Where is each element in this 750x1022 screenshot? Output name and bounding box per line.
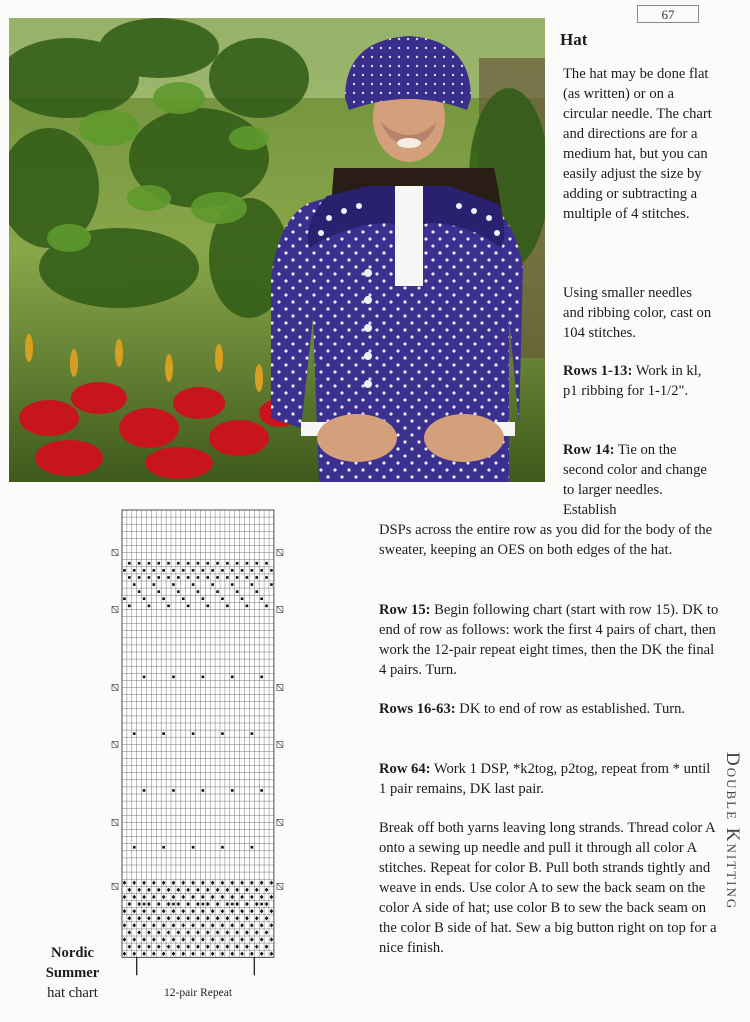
chart-stitch [172, 676, 175, 679]
chart-stitch [265, 562, 268, 565]
sidebar-title: Double Knitting [722, 752, 743, 911]
chart-stitch [133, 732, 136, 735]
chart-stitch [226, 562, 229, 565]
section-sidebar [723, 752, 747, 992]
row-14-paragraph-a [563, 440, 713, 520]
chart-edge-marker [112, 606, 118, 612]
chart-stitch [157, 576, 160, 579]
chart-edge-marker [112, 819, 118, 825]
chart-stitch [167, 562, 170, 565]
chart-stitch [123, 597, 126, 600]
chart-stitch [167, 605, 170, 608]
repeat-label: 12-pair Repeat [164, 987, 233, 999]
chart-edge-marker [112, 685, 118, 691]
chart-stitch [236, 590, 239, 593]
chart-stitch [128, 562, 131, 565]
chart-stitch [226, 605, 229, 608]
rows-1-13-text: Work in kl, p1 ribbing for 1-1/2". [563, 363, 702, 399]
rows-1-13-paragraph [563, 361, 713, 401]
row-15-label: Row 15: [379, 602, 431, 618]
chart-stitch [216, 562, 219, 565]
chart-stitch [231, 789, 234, 792]
chart-stitch [202, 903, 205, 906]
chart-stitch [260, 903, 263, 906]
chart-caption [30, 943, 115, 1003]
chart-stitch [260, 676, 263, 679]
row-14-text-a: Tie on the second color and change to larger needles. Establish [563, 442, 707, 518]
chart-stitch [123, 569, 126, 572]
chart-stitch [182, 569, 185, 572]
chart-stitch [221, 569, 224, 572]
chart-stitch [157, 562, 160, 565]
chart-stitch [172, 583, 175, 586]
chart-stitch [202, 789, 205, 792]
chart-stitch [143, 789, 146, 792]
chart-stitch [241, 569, 244, 572]
chart-stitch [236, 576, 239, 579]
hat-chart [108, 505, 288, 1010]
chart-stitch [138, 562, 141, 565]
chart-stitch [221, 732, 224, 735]
rows-1-13-label: Rows 1-13: [563, 363, 633, 379]
chart-caption-line2: Summer [45, 965, 100, 981]
chart-stitch [255, 576, 258, 579]
chart-stitch [221, 846, 224, 849]
chart-stitch [202, 569, 205, 572]
chart-stitch [182, 597, 185, 600]
chart-stitch [177, 590, 180, 593]
row-14-label: Row 14: [563, 442, 615, 458]
chart-stitch [162, 732, 165, 735]
chart-stitch [246, 605, 249, 608]
page-number: 67 [637, 5, 699, 23]
row-15-paragraph [379, 600, 719, 680]
chart-stitch [270, 569, 273, 572]
chart-stitch [172, 789, 175, 792]
chart-stitch [128, 605, 131, 608]
chart-stitch [133, 846, 136, 849]
chart-stitch [162, 846, 165, 849]
chart-stitch [153, 569, 156, 572]
chart-stitch [241, 597, 244, 600]
chart-stitch [270, 583, 273, 586]
row-64-label: Row 64: [379, 761, 431, 777]
intro-paragraph: The hat may be done flat (as written) or on a circular needle. The chart and directions are for a medium hat, but you can easily adjust the size by adding or subtracting a multiple of 4 stitches. [563, 66, 712, 222]
chart-stitch [251, 583, 254, 586]
section-heading: Hat [560, 30, 588, 49]
chart-stitch [202, 597, 205, 600]
chart-stitch [148, 605, 151, 608]
chart-edge-marker [277, 819, 283, 825]
chart-stitch [143, 903, 146, 906]
chart-stitch [231, 903, 234, 906]
chart-stitch [138, 576, 141, 579]
chart-stitch [187, 562, 190, 565]
chart-stitch [251, 846, 254, 849]
chart-stitch [148, 562, 151, 565]
chart-stitch [197, 576, 200, 579]
row-64-text: Work 1 DSP, *k2tog, p2tog, repeat from * until 1 pair remains, DK last pair. [379, 761, 711, 797]
chart-stitch [236, 562, 239, 565]
chart-stitch [231, 569, 234, 572]
chart-stitch [265, 576, 268, 579]
chart-stitch [255, 590, 258, 593]
chart-stitch [221, 597, 224, 600]
chart-edge-marker [277, 606, 283, 612]
chart-edge-marker [277, 883, 283, 889]
chart-stitch [148, 576, 151, 579]
chart-stitch [246, 576, 249, 579]
chart-stitch [197, 562, 200, 565]
chart-stitch [251, 732, 254, 735]
chart-stitch [246, 562, 249, 565]
chart-stitch [211, 569, 214, 572]
chart-stitch [187, 576, 190, 579]
chart-stitch [260, 789, 263, 792]
finishing-paragraph: Break off both yarns leaving long strands. Thread color A onto a sewing up needle and pull it through all color A stitches. Repeat for color B. Pull both strands tightly and weave in ends. Use color A to sew the back seam on the color A side of hat; use color B to sew the back seam on the color B side of hat. Sew a big button right on top for a nice finish. [379, 820, 717, 956]
rows-16-63-paragraph [379, 699, 719, 719]
chart-stitch [157, 590, 160, 593]
chart-caption-line1: Nordic [51, 945, 94, 961]
row-15-text: Begin following chart (start with row 15). DK to end of row as follows: work the first 4 pairs of chart, then work the 12-pair repeat eight times, then the DK the final 4 pairs. Turn. [379, 602, 719, 678]
chart-edge-marker [277, 685, 283, 691]
chart-edge-marker [112, 741, 118, 747]
chart-stitch [216, 576, 219, 579]
chart-stitch [231, 583, 234, 586]
chart-stitch [143, 569, 146, 572]
rows-16-63-text: DK to end of row as established. Turn. [455, 701, 686, 717]
chart-stitch [197, 590, 200, 593]
chart-stitch [177, 576, 180, 579]
chart-stitch [187, 605, 190, 608]
chart-stitch [260, 569, 263, 572]
chart-stitch [211, 583, 214, 586]
chart-stitch [251, 569, 254, 572]
chart-stitch [226, 576, 229, 579]
chart-stitch [143, 597, 146, 600]
chart-stitch [192, 732, 195, 735]
chart-stitch [133, 569, 136, 572]
chart-edge-marker [277, 741, 283, 747]
chart-edge-marker [112, 883, 118, 889]
chart-stitch [153, 583, 156, 586]
chart-stitch [162, 569, 165, 572]
chart-stitch [202, 676, 205, 679]
chart-stitch [138, 590, 141, 593]
chart-stitch [206, 605, 209, 608]
chart-stitch [167, 576, 170, 579]
chart-stitch [260, 597, 263, 600]
chart-stitch [192, 846, 195, 849]
chart-stitch [265, 605, 268, 608]
row-14-paragraph-b: DSPs across the entire row as you did for the body of the sweater, keeping an OES on both edges of the hat. [379, 522, 713, 558]
chart-stitch [177, 562, 180, 565]
chart-stitch [255, 562, 258, 565]
rows-16-63-label: Rows 16-63: [379, 701, 456, 717]
chart-edge-marker [277, 550, 283, 556]
chart-stitch [162, 597, 165, 600]
row-64-paragraph [379, 759, 719, 799]
chart-stitch [206, 576, 209, 579]
photo-girl-in-sweater [9, 18, 545, 482]
chart-stitch [231, 676, 234, 679]
chart-stitch [192, 583, 195, 586]
hat-chart-grid [108, 505, 288, 1010]
chart-stitch [143, 676, 146, 679]
chart-stitch [206, 562, 209, 565]
cast-on-paragraph: Using smaller needles and ribbing color, cast on 104 stitches. [563, 285, 712, 341]
chart-stitch [216, 590, 219, 593]
chart-stitch [192, 569, 195, 572]
chart-stitch [133, 583, 136, 586]
chart-stitch [128, 576, 131, 579]
chart-stitch [172, 903, 175, 906]
chart-caption-line3: hat chart [47, 985, 98, 1001]
chart-stitch [172, 569, 175, 572]
chart-edge-marker [112, 550, 118, 556]
